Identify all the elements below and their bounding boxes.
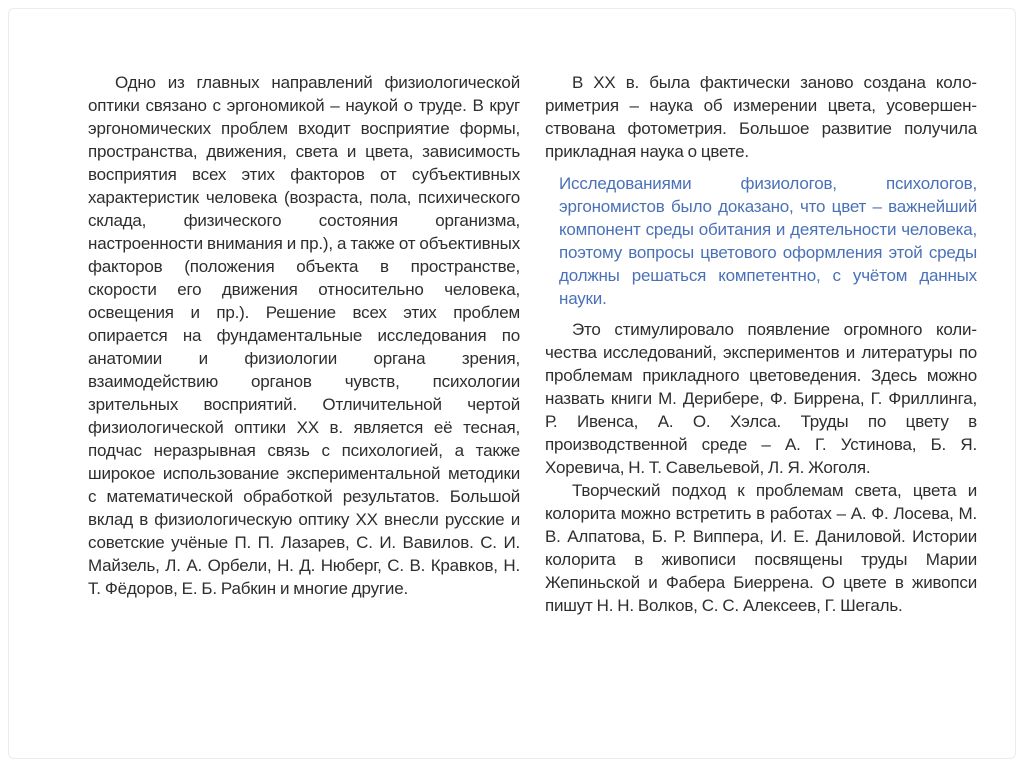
left-column	[88, 71, 520, 617]
paragraph-creative-approach: Творческий подход к проблемам света, цвета и колорита можно встретить в работах – А. Ф. Лосева, М. В. Алпатова, Б. Р. Виппера, И. Е. Даниловой. Истории колорита в живописи посвящены труды Марии Жепиньской и Фабера Биеррена. О цвете в живопси пишут Н. Н. Волков, С. С. Алексеев, Г. Шегаль.	[545, 481, 977, 615]
paragraph-colorimetry: В XX в. была фактически заново создана колориметрия – наука об измерении цвета, усовершенствована фотометрия. Большое развитие получила прикладная наука о цвете.	[545, 73, 977, 161]
right-column	[545, 71, 977, 617]
paragraph-physiological-optics: Одно из главных направлений физиологической оптики связано с эргономикой – наукой о труде. В круг эргономических проблем входит восприятие формы, пространства, движения, света и цвета, зависимость восприятия всех этих факторов от субъективных характеристик человека (возраста, пола, психического склада, физического состояния организма, настроенности внимания и пр.), а также от объективных факторов (положения объекта в пространстве, скорости его движения относительно человека, освещения и пр.). Решение всех этих проблем опирается на фундаментальные исследования по анатомии и физиологии органа зрения, взаимодействию органов чувств, психологии зрительных восприятий. Отличительной чертой физиологической оптики XX в. является её тесная, подчас неразрывная связь с психологией, а также широкое использование экспериментальной методики с математической обработкой результатов. Большой вклад в физиологическую оптику XX внесли русские и советские учёные П. П. Лазарев, С. И. Вавилов. С. И. Майзель, Л. А. Орбели, Н. Д. Нюберг, С. В. Кравков, Н. Т. Фёдоров, Е. Б. Рабкин и многие другие.	[88, 73, 520, 598]
paragraph-highlight-color-importance: Исследованиями физиологов, психологов, эргономистов было доказано, что цвет – важнейший компонент среды обитания и деятельности человека, поэтому вопросы цветового оформления этой среды должны решаться компетентно, с учётом данных науки.	[559, 174, 977, 308]
paragraph-applied-color-science: Это стимулировало появление огромного количества исследований, экспериментов и литературы по проблемам прикладного цветоведения. Здесь можно назвать книги М. Дерибере, Ф. Биррена, Г. Фриллинга, Р. Ивенса, А. О. Хэлса. Труды по цвету в производственной среде – А. Г. Устинова, Б. Я. Хоревича, Н. Т. Савельевой, Л. Я. Жоголя.	[545, 320, 977, 477]
document-page	[88, 71, 977, 617]
